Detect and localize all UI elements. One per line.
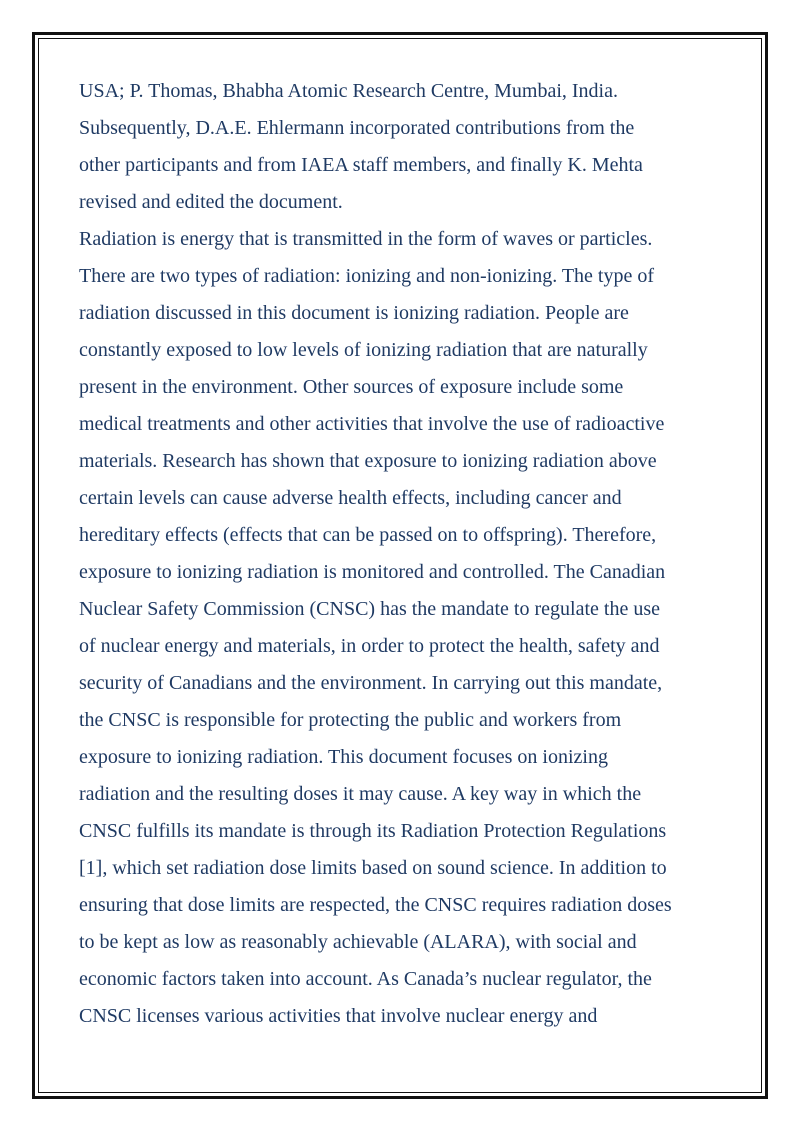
text-line: Subsequently, D.A.E. Ehlermann incorporated contributions from the <box>79 117 635 139</box>
text-line: USA; P. Thomas, Bhabha Atomic Research Centre, Mumbai, India. <box>79 80 618 102</box>
text-line: revised and edited the document. <box>79 191 343 213</box>
text-line: There are two types of radiation: ionizing and non-ionizing. The type of <box>79 265 655 287</box>
text-line: of nuclear energy and materials, in order to protect the health, safety and <box>79 635 660 657</box>
text-line: radiation and the resulting doses it may cause. A key way in which the <box>79 783 642 805</box>
text-line: exposure to ionizing radiation is monitored and controlled. The Canadian <box>79 561 666 583</box>
text-line: constantly exposed to low levels of ionizing radiation that are naturally <box>79 339 648 361</box>
text-line: certain levels can cause adverse health effects, including cancer and <box>79 487 622 509</box>
text-line: hereditary effects (effects that can be passed on to offspring). Therefore, <box>79 524 657 546</box>
text-line: medical treatments and other activities that involve the use of radioactive <box>79 413 665 435</box>
text-line: materials. Research has shown that exposure to ionizing radiation above <box>79 450 657 472</box>
text-line: present in the environment. Other sources of exposure include some <box>79 376 624 398</box>
text-line: radiation discussed in this document is ionizing radiation. People are <box>79 302 629 324</box>
text-line: other participants and from IAEA staff members, and finally K. Mehta <box>79 154 643 176</box>
text-line: to be kept as low as reasonably achievable (ALARA), with social and <box>79 931 637 953</box>
text-line: Radiation is energy that is transmitted in the form of waves or particles. <box>79 228 653 250</box>
text-line: [1], which set radiation dose limits based on sound science. In addition to <box>79 857 667 879</box>
text-line: ensuring that dose limits are respected, the CNSC requires radiation doses <box>79 894 672 916</box>
text-line: CNSC licenses various activities that involve nuclear energy and <box>79 1005 598 1027</box>
text-line: exposure to ionizing radiation. This document focuses on ionizing <box>79 746 608 768</box>
text-line: security of Canadians and the environment. In carrying out this mandate, <box>79 672 663 694</box>
text-line: economic factors taken into account. As Canada’s nuclear regulator, the <box>79 968 652 990</box>
text-line: Nuclear Safety Commission (CNSC) has the mandate to regulate the use <box>79 598 660 620</box>
page-border <box>32 32 768 1099</box>
body-text <box>79 73 739 1035</box>
text-line: CNSC fulfills its mandate is through its Radiation Protection Regulations <box>79 820 667 842</box>
text-line: the CNSC is responsible for protecting the public and workers from <box>79 709 622 731</box>
